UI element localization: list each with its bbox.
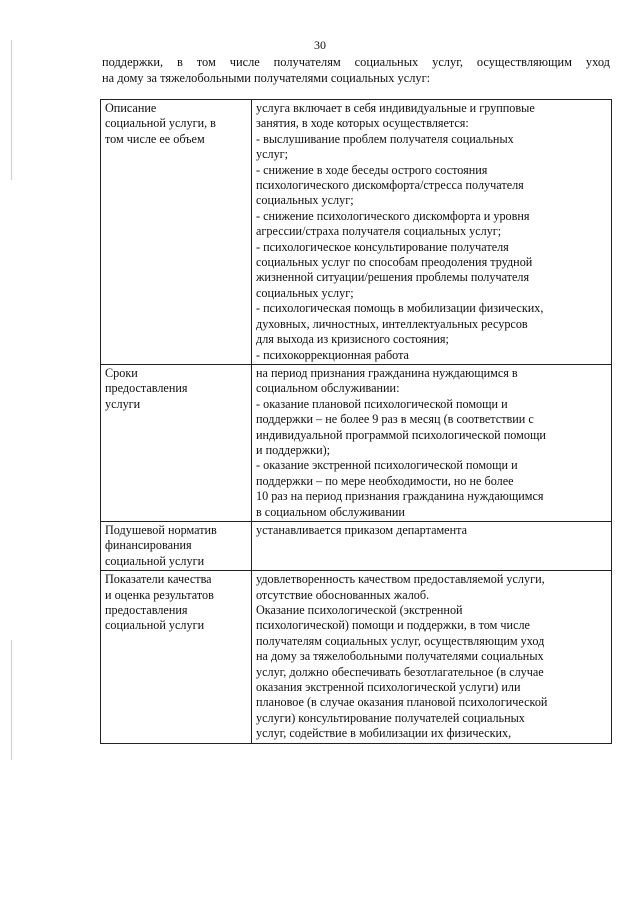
row-label-description	[101, 100, 252, 365]
content-line: социальных услуг по способам преодоления трудной	[256, 255, 533, 270]
label-line: Подушевой норматив	[105, 522, 217, 537]
label-line: предоставления	[105, 603, 188, 617]
content-line: оказания экстренной психологической услуги) или	[256, 680, 521, 695]
label-line: социальной услуги, в	[105, 116, 216, 131]
table-row	[101, 100, 612, 365]
content-line: - оказание экстренной психологической помощи и	[256, 458, 518, 473]
content-line: жизненной ситуации/решения проблемы получателя	[256, 270, 530, 285]
label-line: услуги	[105, 396, 141, 411]
content-line: и поддержки);	[256, 442, 331, 457]
content-line: услуги) консультирование получателей социальных	[256, 710, 525, 725]
intro-line: поддержки, в том числе получателям социальных услуг, осуществляющим уход	[102, 55, 610, 69]
content-line: индивидуальной программой психологической помощи	[256, 427, 546, 442]
table-row	[101, 571, 612, 743]
label-line: предоставления	[105, 381, 188, 396]
content-line: для выхода из кризисного состояния;	[256, 332, 449, 347]
label-line: социальной услуги	[105, 618, 205, 633]
label-line: Сроки	[105, 365, 138, 380]
content-line: удовлетворенность качеством предоставляемой услуги,	[256, 572, 545, 587]
row-content-funding	[252, 521, 612, 570]
row-label-quality	[101, 571, 252, 743]
content-line: психологического дискомфорта/стресса получателя	[256, 178, 524, 193]
content-line: - снижение психологического дискомфорта и уровня	[256, 208, 530, 223]
table-row	[101, 521, 612, 570]
content-line: получателям социальных услуг, осуществляющим уход	[256, 633, 545, 648]
label-line: том числе ее объем	[105, 131, 205, 146]
content-line: - выслушивание проблем получателя социальных	[256, 131, 514, 146]
content-line: услуга включает в себя индивидуальные и групповые	[256, 101, 535, 115]
intro-line: на дому за тяжелобольными получателями социальных услуг:	[102, 71, 431, 85]
label-line: финансирования	[105, 538, 192, 553]
content-line: в социальном обслуживании	[256, 504, 405, 519]
content-line: - психокоррекционная работа	[256, 347, 409, 362]
content-line: социальных услуг;	[256, 193, 354, 208]
content-line: на дому за тяжелобольными получателями социальных	[256, 649, 544, 664]
content-line: - психологическое консультирование получателя	[256, 239, 509, 254]
content-line: устанавливается приказом департамента	[256, 522, 468, 537]
row-label-terms	[101, 364, 252, 521]
content-line: психологической) помощи и поддержки, в том числе	[256, 618, 530, 633]
scan-margin-line	[11, 40, 12, 180]
row-content-terms	[252, 364, 612, 521]
content-line: - оказание плановой психологической помощи и	[256, 396, 508, 411]
content-line: - психологическая помощь в мобилизации физических,	[256, 301, 544, 316]
page-number: 30	[314, 38, 326, 52]
content-line: услуг;	[256, 147, 289, 162]
label-line: и оценка результатов	[105, 587, 214, 602]
content-line: отсутствие обоснованных жалоб.	[256, 587, 430, 602]
content-line: на период признания гражданина нуждающимся в	[256, 365, 518, 380]
content-line: занятия, в ходе которых осуществляется:	[256, 116, 469, 131]
content-line: плановое (в случае оказания плановой психологической	[256, 695, 548, 710]
content-line: социальном обслуживании:	[256, 381, 400, 396]
label-line: Показатели качества	[105, 572, 212, 587]
content-line: 10 раз на период признания гражданина нуждающимся	[256, 489, 544, 504]
service-table	[100, 99, 612, 744]
content-line: поддержки – не более 9 раз в месяц (в соответствии с	[256, 412, 534, 427]
scan-margin-line	[11, 640, 12, 760]
content-line: социальных услуг;	[256, 285, 354, 300]
content-line: услуг, должно обеспечивать безотлагательное (в случае	[256, 664, 544, 679]
content-line: - снижение в ходе беседы острого состояния	[256, 162, 488, 177]
table-row	[101, 364, 612, 521]
intro-paragraph	[102, 54, 610, 86]
label-line: социальной услуги	[105, 553, 205, 568]
content-line: духовных, личностных, интеллектуальных ресурсов	[256, 316, 528, 331]
row-label-funding	[101, 521, 252, 570]
row-content-description	[252, 100, 612, 365]
content-line: поддержки – по мере необходимости, но не более	[256, 473, 514, 488]
content-line: агрессии/страха получателя социальных услуг;	[256, 224, 502, 239]
label-line: Описание	[105, 101, 157, 115]
content-line: услуг, содействие в мобилизации их физических,	[256, 726, 512, 741]
content-line: Оказание психологической (экстренной	[256, 603, 463, 617]
row-content-quality	[252, 571, 612, 743]
